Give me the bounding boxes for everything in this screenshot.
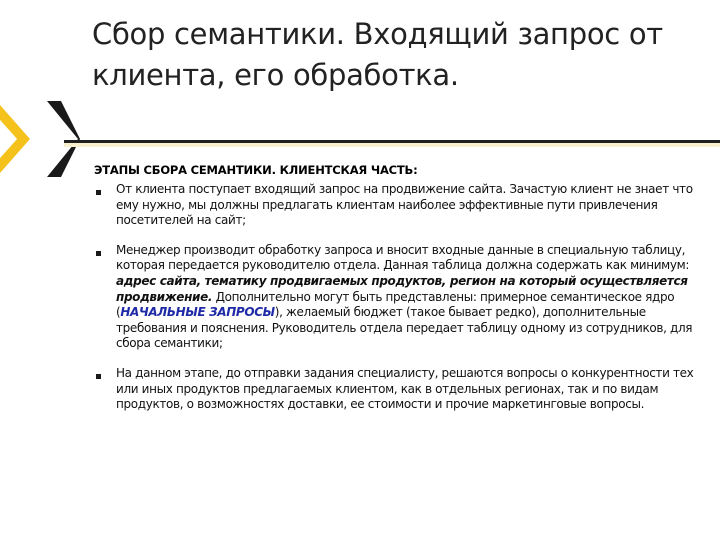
list-item: [94, 243, 694, 352]
title-divider: [64, 140, 720, 147]
title-line-2: клиента, его обработка.: [92, 58, 459, 92]
bullet-2-emphasis-required-data: адрес сайта, тематику продвигаемых продуктов, регион на который осуществляется продвижение.: [116, 273, 688, 304]
slide-title: [92, 14, 692, 96]
bullet-square-icon: [96, 251, 101, 256]
list-item: [94, 366, 694, 413]
list-item: [94, 182, 694, 229]
bullet-2-part-1: Менеджер производит обработку запроса и вносит входные данные в специальную таблицу, которая передается руководителю отдела. Данная таблица должна содержать как минимум:: [116, 242, 690, 273]
bullet-list: [94, 182, 694, 427]
title-line-1: Сбор семантики. Входящий запрос от: [92, 17, 663, 51]
bullet-text-3: На данном этапе, до отправки задания специалисту, решаются вопросы о конкурентности тех или иных продуктов предлагаемых клиентом, как в отдельных регионах, так и по видам продуктов, о возможностях доставки, ее стоимости и прочие маркетинговые вопросы.: [116, 365, 694, 412]
bullet-2-part-3: ), желаемый бюджет (такое бывает редко), дополнительные требования и пояснения. Руководитель отдела передает таблицу одному из сотрудников, для сбора семантики;: [116, 305, 693, 351]
decorative-chevron-icon: [0, 98, 80, 178]
bullet-square-icon: [96, 190, 101, 195]
bullet-text-2: [116, 243, 694, 352]
bullet-2-emphasis-initial-queries: НАЧАЛЬНЫЕ ЗАПРОСЫ: [120, 305, 275, 320]
bullet-square-icon: [96, 374, 101, 379]
bullet-2-part-2: Дополнительно могут быть представлены: примерное семантическое ядро (: [116, 289, 675, 320]
section-subheading: ЭТАПЫ СБОРА СЕМАНТИКИ. КЛИЕНТСКАЯ ЧАСТЬ:: [94, 163, 418, 177]
bullet-text-1: От клиента поступает входящий запрос на продвижение сайта. Зачастую клиент не знает что ему нужно, мы должны предлагать клиентам наиболее эффективные пути привлечения посетителей на сайт;: [116, 182, 693, 228]
